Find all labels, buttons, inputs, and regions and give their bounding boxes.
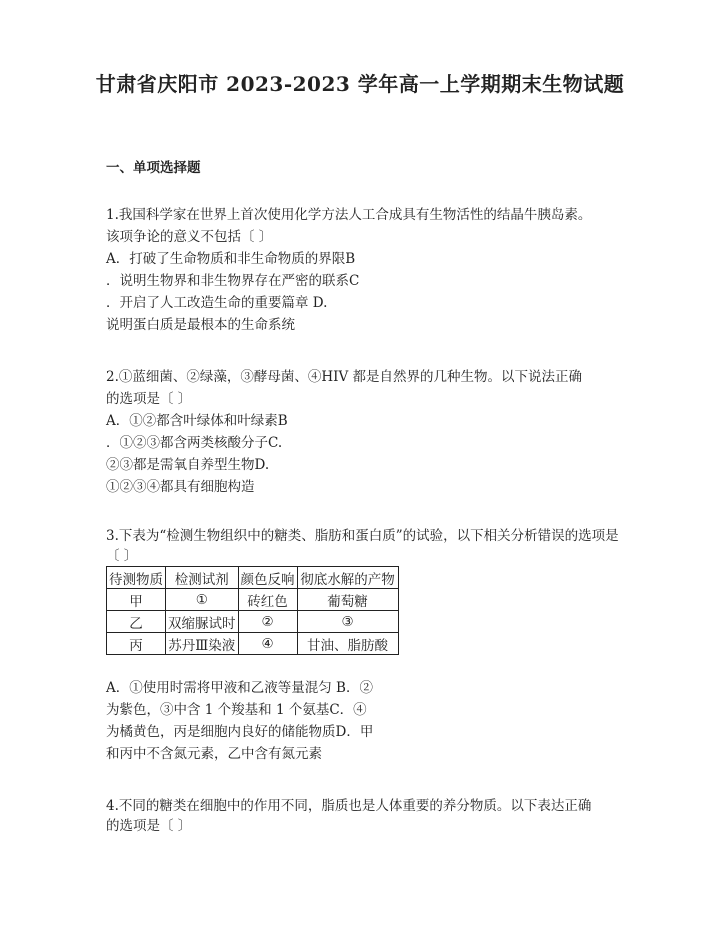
option-text: ．说明生物界和非生物界存在严密的联系C bbox=[106, 273, 360, 289]
question-text: 的选项是〔 〕 bbox=[106, 818, 192, 834]
option-text: ．开启了人工改造生命的重要篇章 D. bbox=[106, 295, 328, 311]
option-text: ②③都是需氧自养型生物D. bbox=[106, 457, 270, 473]
table-cell: 甘油、脂肪酸 bbox=[297, 633, 398, 655]
table-header: 检测试剂 bbox=[166, 567, 239, 589]
question-3-options bbox=[106, 677, 373, 765]
document-title: 甘肃省庆阳市 2023-2023 学年高一上学期期末生物试题 bbox=[95, 72, 625, 96]
question-text: 3.下表为“检测生物组织中的糖类、脂肪和蛋白质”的试验，以下相关分析错误的选项是 bbox=[106, 528, 619, 544]
table-cell: ④ bbox=[238, 633, 297, 655]
option-text: ①②③④都具有细胞构造 bbox=[106, 479, 255, 495]
table-cell: 甲 bbox=[107, 589, 166, 611]
question-text: 该项争论的意义不包括〔 〕 bbox=[106, 229, 273, 245]
table-cell: 苏丹Ⅲ染液 bbox=[166, 633, 239, 655]
table-cell: 丙 bbox=[107, 633, 166, 655]
table-header: 彻底水解的产物 bbox=[297, 567, 398, 589]
table-header-row bbox=[107, 567, 399, 589]
option-text: A．①②都含叶绿体和叶绿素B bbox=[106, 413, 288, 429]
table-header: 颜色反响 bbox=[238, 567, 297, 589]
option-text: ．①②③都含两类核酸分子C. bbox=[106, 435, 283, 451]
question-text: 的选项是〔 〕 bbox=[106, 391, 192, 407]
table-cell: ② bbox=[238, 611, 297, 633]
option-text: 为紫色，③中含 1 个羧基和 1 个氨基C．④ bbox=[106, 702, 367, 718]
table-row bbox=[107, 633, 399, 655]
question-text: 4.不同的糖类在细胞中的作用不同，脂质也是人体重要的养分物质。以下表达正确 bbox=[106, 798, 592, 814]
question-2 bbox=[106, 366, 582, 498]
option-text: 为橘黄色，丙是细胞内良好的储能物质D．甲 bbox=[106, 724, 374, 740]
table-cell: ③ bbox=[297, 611, 398, 633]
table-header: 待测物质 bbox=[107, 567, 166, 589]
question-text: 〔 〕 bbox=[106, 548, 138, 564]
table-cell: 葡萄糖 bbox=[297, 589, 398, 611]
question-text: 2.①蓝细菌、②绿藻，③酵母菌、④HIV 都是自然界的几种生物。以下说法正确 bbox=[106, 369, 583, 385]
question-3 bbox=[106, 526, 619, 566]
question-4 bbox=[106, 796, 591, 836]
table-cell: ① bbox=[166, 589, 239, 611]
section-heading: 一、单项选择题 bbox=[106, 160, 201, 176]
table-cell: 双缩脲试时 bbox=[166, 611, 239, 633]
table-cell: 砖红色 bbox=[238, 589, 297, 611]
table-row bbox=[107, 589, 399, 611]
option-text: 和丙中不含氮元素，乙中含有氮元素 bbox=[106, 746, 322, 762]
option-text: 说明蛋白质是最根本的生命系统 bbox=[106, 317, 295, 333]
table-row bbox=[107, 611, 399, 633]
data-table bbox=[106, 566, 399, 655]
question-1 bbox=[106, 204, 591, 336]
option-text: A．打破了生命物质和非生命物质的界限B bbox=[106, 251, 356, 267]
table-cell: 乙 bbox=[107, 611, 166, 633]
option-text: A．①使用时需将甲液和乙液等量混匀 B．② bbox=[106, 680, 373, 696]
question-text: 1.我国科学家在世界上首次使用化学方法人工合成具有生物活性的结晶牛胰岛素。 bbox=[106, 207, 592, 223]
